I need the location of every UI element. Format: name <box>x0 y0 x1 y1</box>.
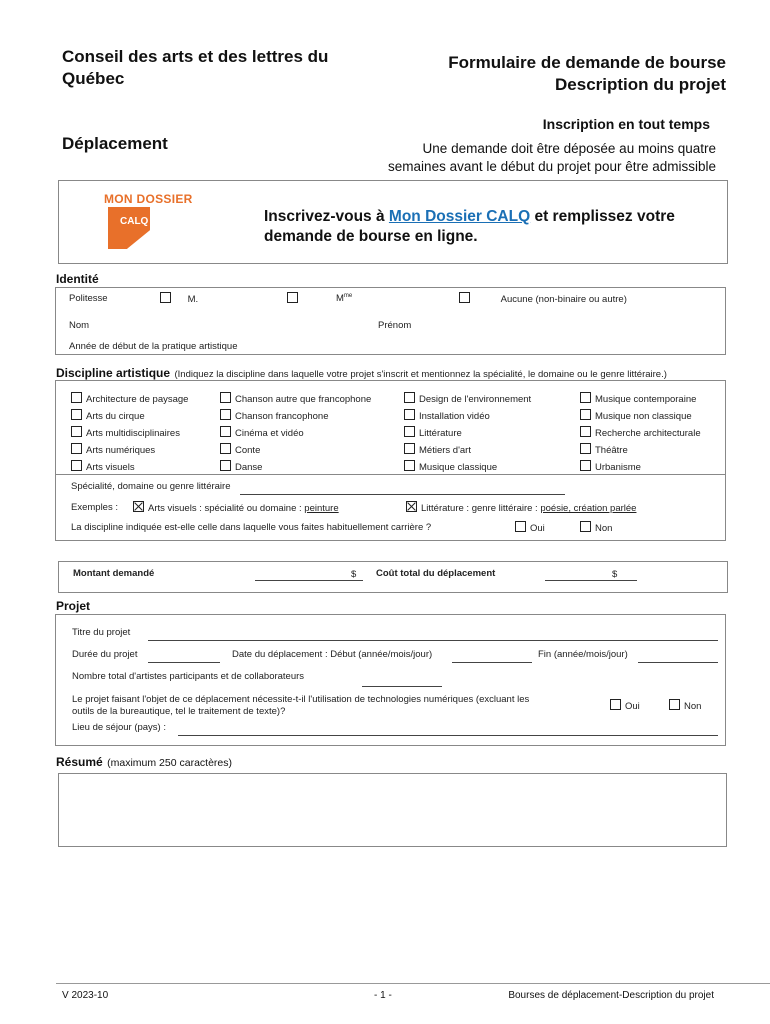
org-line-1: Conseil des arts et des lettres du <box>62 47 329 66</box>
logo-title: MON DOSSIER <box>104 192 193 206</box>
promo-text <box>264 207 704 247</box>
nom-label: Nom <box>69 320 90 331</box>
example-2-label: Littérature : genre littéraire : <box>421 503 541 514</box>
resume-title: Résumé <box>56 755 103 769</box>
carriere-question: La discipline indiquée est-elle celle dans laquelle vous faites habituellement carrière ? <box>71 522 432 533</box>
discipline-label: Danse <box>235 462 263 473</box>
discipline-checkbox[interactable] <box>71 426 82 437</box>
discipline-title: Discipline artistique <box>56 366 171 380</box>
checkbox-m[interactable] <box>160 292 171 303</box>
carriere-non[interactable] <box>580 521 612 534</box>
lieu-label: Lieu de séjour (pays) : <box>72 722 166 733</box>
discipline-col-2 <box>220 391 371 476</box>
discipline-checkbox[interactable] <box>71 443 82 454</box>
techno-line-2: outils de la bureautique, tel le traitement de texte)? <box>72 706 286 717</box>
logo-text: CALQ <box>120 216 149 227</box>
techno-oui[interactable] <box>610 699 640 712</box>
form-title <box>366 52 726 96</box>
discipline-option[interactable] <box>71 425 188 442</box>
example-arts-visuels <box>133 501 339 514</box>
discipline-checkbox[interactable] <box>580 443 591 454</box>
checkbox-mme-box[interactable] <box>287 292 298 303</box>
discipline-label: Théâtre <box>595 445 628 456</box>
discipline-option[interactable] <box>220 442 371 459</box>
discipline-checkbox[interactable] <box>220 426 231 437</box>
titre-input[interactable] <box>148 640 718 641</box>
delay-line-1: Une demande doit être déposée au moins quatre <box>422 141 716 156</box>
discipline-col-3 <box>404 391 531 476</box>
discipline-option[interactable] <box>71 408 188 425</box>
resume-heading <box>56 753 232 771</box>
discipline-label: Arts numériques <box>86 445 156 456</box>
discipline-label: Musique non classique <box>595 411 692 422</box>
promo-text-before: Inscrivez-vous à <box>264 208 389 225</box>
discipline-col-1 <box>71 391 188 476</box>
discipline-option[interactable] <box>580 442 701 459</box>
discipline-checkbox[interactable] <box>404 443 415 454</box>
annee-label: Année de début de la pratique artistique <box>69 341 238 352</box>
discipline-checkbox[interactable] <box>71 409 82 420</box>
discipline-checkbox[interactable] <box>220 443 231 454</box>
discipline-label: Littérature <box>419 428 462 439</box>
checkbox-aucune[interactable] <box>459 292 470 303</box>
checkbox-oui[interactable] <box>610 699 621 710</box>
footer-page-number: - 1 - <box>374 990 392 1001</box>
discipline-checkbox[interactable] <box>404 409 415 420</box>
category-title: Déplacement <box>62 134 168 153</box>
projet-title: Projet <box>56 599 91 613</box>
discipline-option[interactable] <box>580 425 701 442</box>
discipline-label: Chanson francophone <box>235 411 329 422</box>
prenom-label: Prénom <box>378 320 412 331</box>
discipline-option[interactable] <box>71 391 188 408</box>
discipline-checkbox[interactable] <box>220 409 231 420</box>
date-debut-input[interactable] <box>452 662 532 663</box>
oui-label: Oui <box>530 523 545 534</box>
discipline-option[interactable] <box>580 408 701 425</box>
exemples-label: Exemples : <box>71 502 118 513</box>
montant-currency: $ <box>351 569 357 580</box>
footer-document-name: Bourses de déplacement-Description du projet <box>508 990 714 1001</box>
mon-dossier-link[interactable]: Mon Dossier CALQ <box>388 208 531 225</box>
discipline-option[interactable] <box>220 425 371 442</box>
checkbox-non[interactable] <box>580 521 591 532</box>
checked-checkbox-icon <box>406 501 417 512</box>
date-fin-label: Fin (année/mois/jour) <box>538 649 628 660</box>
footer-version: V 2023-10 <box>62 990 109 1001</box>
techno-line-1: Le projet faisant l'objet de ce déplacement nécessite-t-il l'utilisation de technologies numériques (excluant les <box>72 694 530 705</box>
form-title-line-2: Description du projet <box>555 75 726 94</box>
nombre-label: Nombre total d'artistes participants et de collaborateurs <box>72 671 305 682</box>
discipline-option[interactable] <box>404 425 531 442</box>
discipline-checkbox[interactable] <box>220 460 231 471</box>
cout-input[interactable] <box>545 580 637 581</box>
footer-divider <box>56 983 770 984</box>
discipline-checkbox[interactable] <box>71 460 82 471</box>
option-m[interactable] <box>160 292 198 305</box>
discipline-label: Cinéma et vidéo <box>235 428 304 439</box>
nombre-input[interactable] <box>362 686 442 687</box>
specialite-input[interactable] <box>240 494 565 495</box>
discipline-checkbox[interactable] <box>580 426 591 437</box>
checkbox-oui[interactable] <box>515 521 526 532</box>
techno-question <box>72 694 572 718</box>
form-title-line-1: Formulaire de demande de bourse <box>448 53 726 72</box>
identite-title: Identité <box>56 272 99 286</box>
example-1-value: peinture <box>304 503 339 514</box>
specialite-label: Spécialité, domaine ou genre littéraire <box>71 481 231 492</box>
discipline-label: Arts du cirque <box>86 411 145 422</box>
discipline-option[interactable] <box>220 391 371 408</box>
discipline-option[interactable] <box>220 408 371 425</box>
discipline-checkbox[interactable] <box>580 460 591 471</box>
discipline-col-4 <box>580 391 701 476</box>
non-label: Non <box>684 701 702 712</box>
montant-input[interactable] <box>255 580 363 581</box>
discipline-label: Urbanisme <box>595 462 641 473</box>
discipline-checkbox[interactable] <box>71 392 82 403</box>
checkbox-non[interactable] <box>669 699 680 710</box>
discipline-checkbox[interactable] <box>580 409 591 420</box>
discipline-subtitle: (Indiquez la discipline dans laquelle votre projet s'inscrit et mentionnez la spécialité, le domaine ou le genre littéraire.) <box>174 369 667 380</box>
carriere-oui[interactable] <box>515 521 545 534</box>
discipline-label: Métiers d'art <box>419 445 471 456</box>
oui-label: Oui <box>625 701 640 712</box>
techno-non[interactable] <box>669 699 701 712</box>
discipline-label: Design de l'environnement <box>419 394 532 405</box>
montant-label: Montant demandé <box>73 568 155 579</box>
example-1-label: Arts visuels : spécialité ou domaine : <box>148 503 305 514</box>
inscription-note: Inscription en tout temps <box>542 116 710 132</box>
discipline-label: Arts visuels <box>86 462 135 473</box>
promo-text-after: et remplissez votre demande de bourse en ligne. <box>264 208 675 245</box>
discipline-option[interactable] <box>580 391 701 408</box>
organization-name <box>62 46 362 90</box>
date-fin-input[interactable] <box>638 662 718 663</box>
discipline-checkbox[interactable] <box>580 392 591 403</box>
discipline-option[interactable] <box>71 442 188 459</box>
option-aucune[interactable] <box>459 292 627 305</box>
discipline-label: Conte <box>235 445 261 456</box>
discipline-checkbox[interactable] <box>404 392 415 403</box>
discipline-label: Arts multidisciplinaires <box>86 428 180 439</box>
delay-note <box>316 140 716 176</box>
cout-currency: $ <box>612 569 618 580</box>
politesse-label: Politesse <box>69 293 108 304</box>
resume-hint: (maximum 250 caractères) <box>107 757 233 769</box>
discipline-option[interactable] <box>404 391 531 408</box>
discipline-option[interactable] <box>404 442 531 459</box>
option-aucune-label: Aucune (non-binaire ou autre) <box>500 294 627 305</box>
discipline-label: Chanson autre que francophone <box>235 394 372 405</box>
discipline-label: Musique classique <box>419 462 498 473</box>
option-m-label: M. <box>187 294 199 305</box>
discipline-option[interactable] <box>404 408 531 425</box>
resume-textarea[interactable] <box>58 773 727 847</box>
lieu-input[interactable] <box>178 735 718 736</box>
discipline-label: Architecture de paysage <box>86 394 189 405</box>
delay-line-2: semaines avant le début du projet pour être admissible <box>388 159 716 174</box>
mme-label: M <box>336 293 344 305</box>
discipline-checkbox[interactable] <box>404 426 415 437</box>
discipline-label: Installation vidéo <box>419 411 490 422</box>
duree-label: Durée du projet <box>72 649 138 660</box>
discipline-checkbox[interactable] <box>404 460 415 471</box>
example-litterature <box>406 501 636 514</box>
discipline-label: Musique contemporaine <box>595 394 697 405</box>
titre-label: Titre du projet <box>72 627 131 638</box>
cout-label: Coût total du déplacement <box>376 568 496 579</box>
checkbox-mme[interactable] <box>287 292 302 305</box>
checked-checkbox-icon <box>133 501 144 512</box>
mme-sup: me <box>343 293 353 299</box>
date-debut-label: Date du déplacement : Début (année/mois/jour) <box>232 649 433 660</box>
discipline-label: Recherche architecturale <box>595 428 701 439</box>
option-mme-label <box>336 293 352 304</box>
duree-input[interactable] <box>148 662 220 663</box>
discipline-checkbox[interactable] <box>220 392 231 403</box>
example-2-value: poésie, création parlée <box>540 503 637 514</box>
discipline-divider <box>55 474 725 475</box>
non-label: Non <box>595 523 613 534</box>
org-line-2: Québec <box>62 69 125 88</box>
